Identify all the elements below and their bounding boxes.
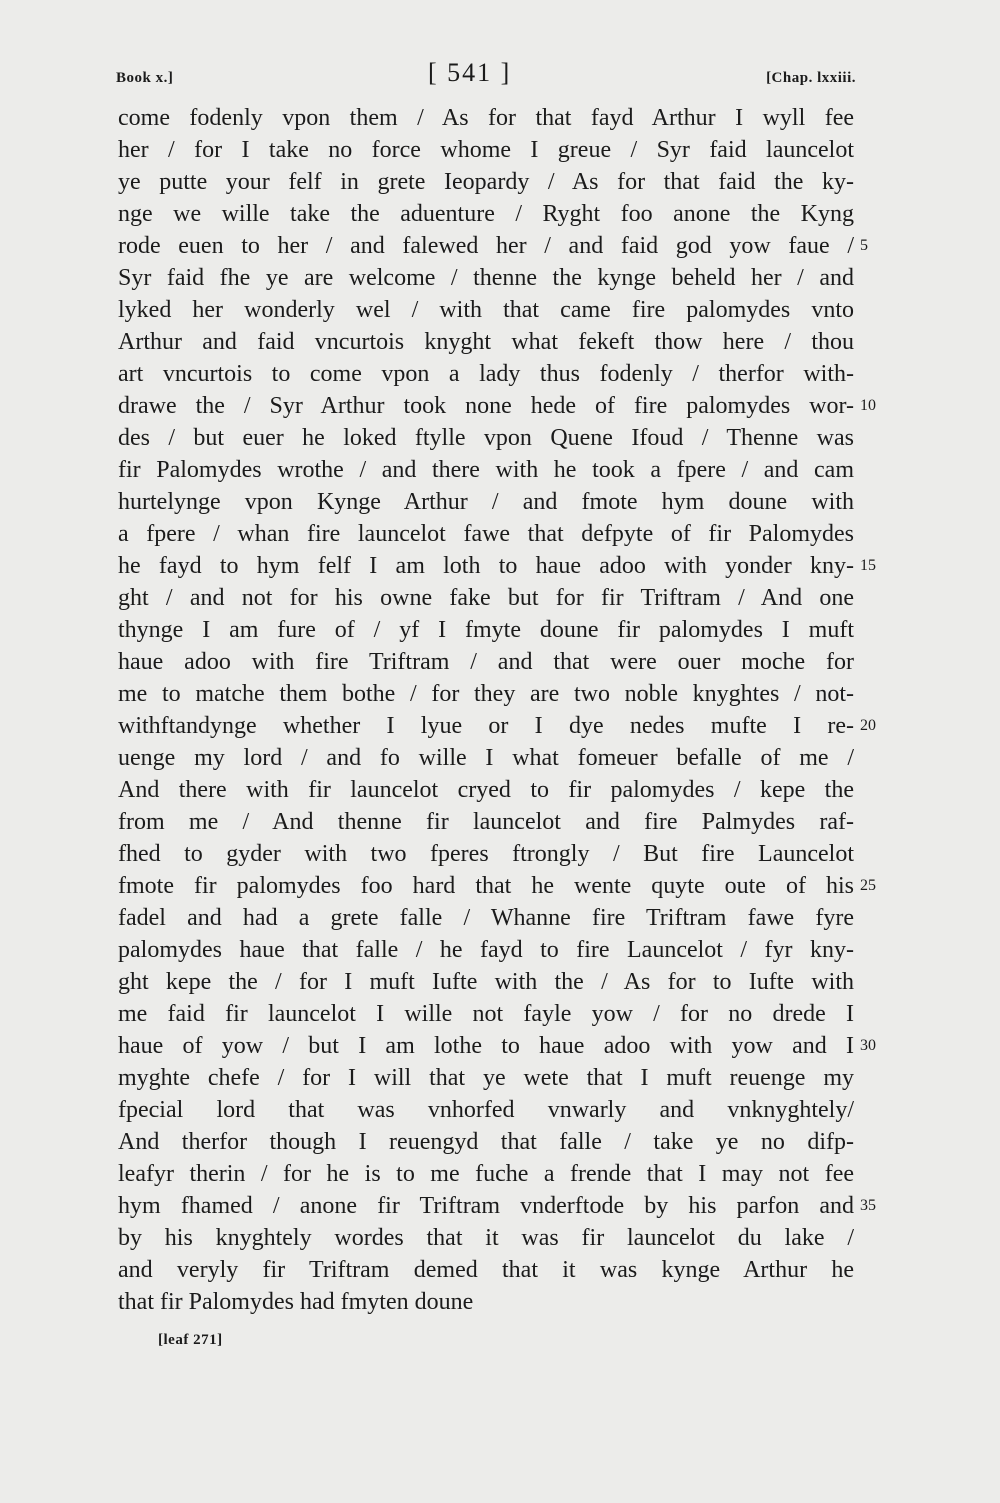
- text-line: fir Palomydes wrothe / and there with he took a fpere / and cam: [118, 457, 854, 483]
- text-line: nge we wille take the aduenture / Ryght foo anone the Kyng: [118, 201, 854, 227]
- text-line: ght / and not for his owne fake but for fir Triftram / And one: [118, 585, 854, 611]
- text-line: And there with fir launcelot cryed to fir palomydes / kepe the: [118, 777, 854, 803]
- text-line: fpecial lord that was vnhorfed vnwarly and vnknyghtely/: [118, 1097, 854, 1123]
- text-line: ye putte your felf in grete Ieopardy / As for that faid the ky-: [118, 169, 854, 195]
- text-line: a fpere / whan fire launcelot fawe that defpyte of fir Palomydes: [118, 521, 854, 547]
- text-line: me faid fir launcelot I wille not fayle yow / for no drede I: [118, 1001, 854, 1027]
- text-line: ght kepe the / for I muft Iufte with the / As for to Iufte with: [118, 969, 854, 995]
- text-line: rode euen to her / and falewed her / and faid god yow faue /: [118, 233, 854, 259]
- line-number: 15: [860, 557, 876, 574]
- text-line-last: that fir Palomydes had fmyten doune: [118, 1289, 474, 1315]
- text-line: and veryly fir Triftram demed that it was kynge Arthur he: [118, 1257, 854, 1283]
- page-number: [ 541 ]: [428, 58, 512, 87]
- text-line: from me / And thenne fir launcelot and fire Palmydes raf-: [118, 809, 854, 835]
- text-line: art vncurtois to come vpon a lady thus fodenly / therfor with-: [118, 361, 854, 387]
- leaf-note: [leaf 271]: [158, 1332, 223, 1348]
- text-line: drawe the / Syr Arthur took none hede of fire palomydes wor-: [118, 393, 854, 419]
- body-text: [118, 102, 854, 1318]
- line-number: 35: [860, 1197, 876, 1214]
- running-head-book: Book x.]: [116, 70, 174, 86]
- text-line: hym fhamed / anone fir Triftram vnderftode by his parfon and: [118, 1193, 854, 1219]
- text-line: fhed to gyder with two fperes ftrongly / But fire Launcelot: [118, 841, 854, 867]
- text-line: thynge I am fure of / yf I fmyte doune fir palomydes I muft: [118, 617, 854, 643]
- text-line: fadel and had a grete falle / Whanne fire Triftram fawe fyre: [118, 905, 854, 931]
- text-line: her / for I take no force whome I greue / Syr faid launcelot: [118, 137, 854, 163]
- text-line: hurtelynge vpon Kynge Arthur / and fmote hym doune with: [118, 489, 854, 515]
- text-line: haue adoo with fire Triftram / and that were ouer moche for: [118, 649, 854, 675]
- text-line: haue of yow / but I am lothe to haue adoo with yow and I: [118, 1033, 854, 1059]
- line-number: 30: [860, 1037, 876, 1054]
- text-line: by his knyghtely wordes that it was fir launcelot du lake /: [118, 1225, 854, 1251]
- text-line: come fodenly vpon them / As for that fayd Arthur I wyll fee: [118, 105, 854, 131]
- line-number: 10: [860, 397, 876, 414]
- line-number: 20: [860, 717, 876, 734]
- text-line: lyked her wonderly wel / with that came fire palomydes vnto: [118, 297, 854, 323]
- text-line: myghte chefe / for I will that ye wete that I muft reuenge my: [118, 1065, 854, 1091]
- text-line: withftandynge whether I lyue or I dye nedes mufte I re-: [118, 713, 854, 739]
- text-line: me to matche them bothe / for they are two noble knyghtes / not-: [118, 681, 854, 707]
- text-line: leafyr therin / for he is to me fuche a frende that I may not fee: [118, 1161, 854, 1187]
- line-number: 25: [860, 877, 876, 894]
- text-line: he fayd to hym felf I am loth to haue adoo with yonder kny-: [118, 553, 854, 579]
- running-head-chapter: [Chap. lxxiii.: [766, 70, 856, 86]
- text-line: fmote fir palomydes foo hard that he wente quyte oute of his: [118, 873, 854, 899]
- running-head: [116, 58, 856, 98]
- text-line: palomydes haue that falle / he fayd to fire Launcelot / fyr kny-: [118, 937, 854, 963]
- text-line: Arthur and faid vncurtois knyght what fekeft thow here / thou: [118, 329, 854, 355]
- text-line: Syr faid fhe ye are welcome / thenne the kynge beheld her / and: [118, 265, 854, 291]
- text-line: And therfor though I reuengyd that falle / take ye no difp-: [118, 1129, 854, 1155]
- line-number: 5: [860, 237, 868, 254]
- text-line: uenge my lord / and fo wille I what fomeuer befalle of me /: [118, 745, 854, 771]
- text-line: des / but euer he loked ftylle vpon Quene Ifoud / Thenne was: [118, 425, 854, 451]
